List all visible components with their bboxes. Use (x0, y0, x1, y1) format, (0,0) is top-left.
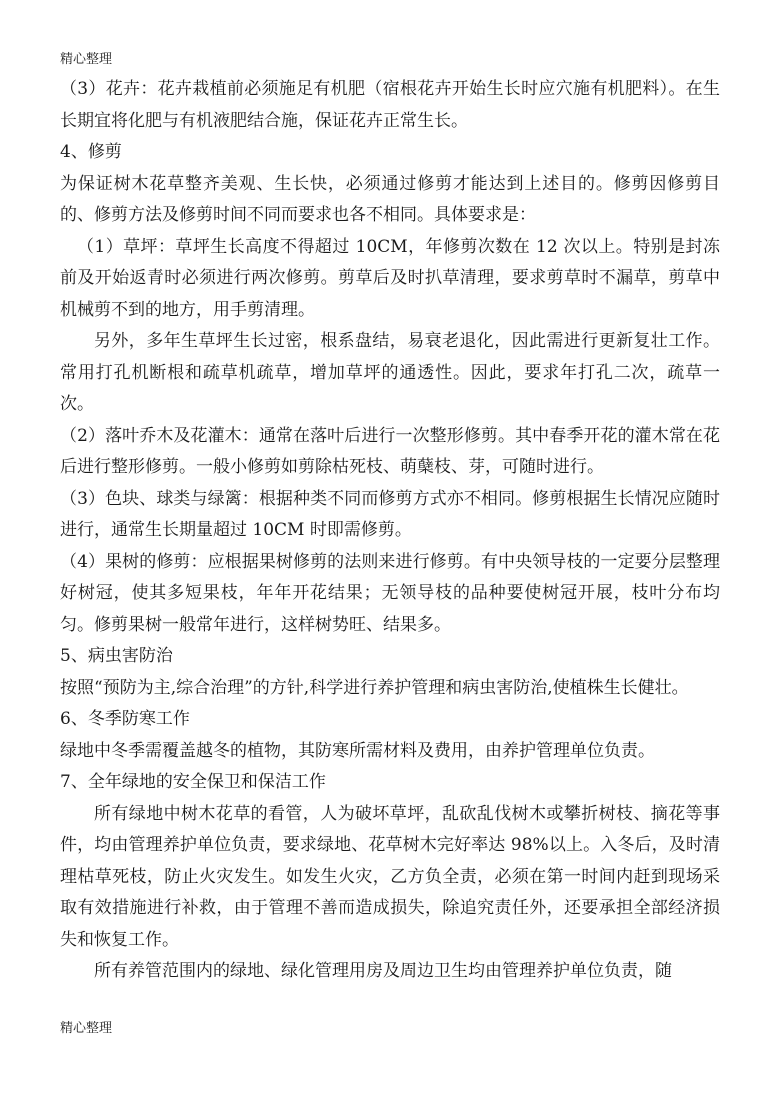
paragraph-deciduous-trees: （2）落叶乔木及花灌木：通常在落叶后进行一次整形修剪。其中春季开花的灌木常在花后进行整形修剪。一般小修剪如剪除枯死枝、萌蘖枝、芽，可随时进行。 (60, 425, 720, 477)
paragraph-sanitation: 所有养管范围内的绿地、绿化管理用房及周边卫生均由管理养护单位负责，随 (94, 961, 672, 981)
section-heading-winter-protection: 6、冬季防寒工作 (60, 709, 190, 729)
paragraph-pruning-intro: 为保证树木花草整齐美观、生长快，必须通过修剪才能达到上述目的。修剪因修剪目的、修剪方法及修剪时间不同而要求也各不相同。具体要求是： (60, 173, 720, 225)
paragraph-security-responsibility: 所有绿地中树木花草的看管，人为破坏草坪，乱砍乱伐树木或攀折树枝、摘花等事件，均由管理养护单位负责，要求绿地、花草树木完好率达 98%以上。入冬后，及时清理枯草死枝，防止火灾发生。如发生火灾，乙方负全责，必须在第一时间内赶到现场采取有效措施进行补救，由于管理不善而造成损失，除追究责任外，还要承担全部经济损失和恢复工作。 (60, 803, 720, 950)
header-watermark: 精心整理 (60, 52, 113, 67)
paragraph-pest-control: 按照“预防为主,综合治理”的方针,科学进行养护管理和病虫害防治,使植株生长健壮。 (60, 677, 689, 698)
paragraph-fruit-trees: （4）果树的修剪：应根据果树修剪的法则来进行修剪。有中央领导枝的一定要分层整理好树冠，使其多短果枝，年年开花结果；无领导枝的品种要使树冠开展，枝叶分布均匀。修剪果树一般常年进行，这样树势旺、结果多。 (60, 551, 720, 635)
section-heading-security-cleaning: 7、全年绿地的安全保卫和保洁工作 (60, 772, 326, 792)
section-heading-pruning: 4、修剪 (60, 142, 122, 162)
paragraph-winter-protection: 绿地中冬季需覆盖越冬的植物，其防寒所需材料及费用，由养护管理单位负责。 (60, 740, 655, 761)
paragraph-color-blocks-hedges: （3）色块、球类与绿篱：根据种类不同而修剪方式亦不相同。修剪根据生长情况应随时进行，通常生长期量超过 10CM 时即需修剪。 (60, 488, 720, 540)
paragraph-lawn-renewal: 另外，多年生草坪生长过密，根系盘结，易衰老退化，因此需进行更新复壮工作。常用打孔机断根和疏草机疏草，增加草坪的通透性。因此，要求年打孔二次，疏草一次。 (60, 331, 720, 414)
paragraph-lawn-pruning: （1）草坪：草坪生长高度不得超过 10CM，年修剪次数在 12 次以上。特别是封冻前及开始返青时必须进行两次修剪。剪草后及时扒草清理，要求剪草时不漏草，剪草中机械剪不到的地方，用手剪清理。 (60, 236, 720, 320)
section-heading-pest-control: 5、病虫害防治 (60, 646, 173, 666)
document-body (60, 74, 720, 988)
footer-watermark: 精心整理 (60, 1021, 113, 1036)
paragraph-flowers-fertilizer: （3）花卉：花卉栽植前必须施足有机肥（宿根花卉开始生长时应穴施有机肥料）。在生长期宜将化肥与有机液肥结合施，保证花卉正常生长。 (60, 79, 720, 131)
